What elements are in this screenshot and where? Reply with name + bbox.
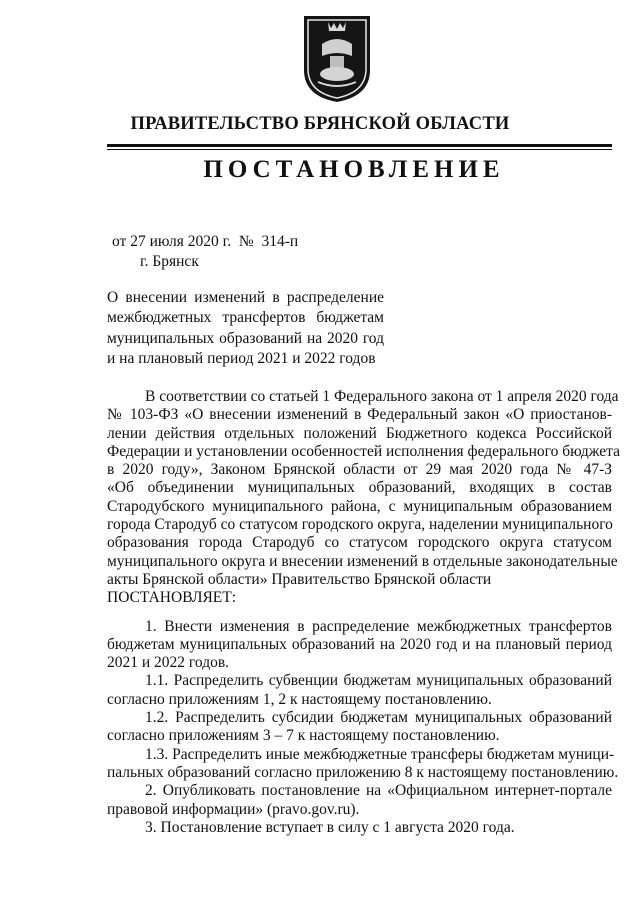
item-line: пальных образований согласно приложению 8 к настоящему постановлению. [107, 763, 619, 781]
preamble-line: акты Брянской области» Правительство Брянской области [107, 570, 492, 588]
preamble-line: «Об объединении муниципальных образований, входящих в состав [107, 479, 612, 497]
preamble-line: № 103-ФЗ «О внесении изменений в Федеральный закон «О приостанов- [107, 406, 612, 424]
item-1-2 [107, 709, 612, 746]
preamble-line: В соответствии со статьей 1 Федерального закона от 1 апреля 2020 года [145, 388, 619, 405]
preamble [107, 388, 621, 608]
item-line: 1. Внести изменения в распределение межбюджетных трансфертов [145, 617, 612, 635]
document-body [107, 388, 621, 837]
item-line: согласно приложениям 1, 2 к настоящему постановлению. [107, 690, 492, 708]
subject-line: и на плановый период 2021 и 2022 годов [107, 349, 376, 367]
header-divider-thin [107, 149, 612, 150]
item-line: 2. Опубликовать постановление на «Официальном интернет-портале [145, 782, 612, 800]
item-line: бюджетам муниципальных образований на 2020 год и на плановый период [107, 635, 612, 653]
subject-line: О внесении изменений в распределение [107, 289, 384, 306]
preamble-line: Стародубского муниципального района, с муниципальным образованием [107, 497, 612, 515]
preamble-line: Федерации и установлении особенностей исполнения федерального бюджета [107, 442, 621, 460]
item-line: согласно приложениям 3 – 7 к настоящему постановлению. [107, 727, 500, 745]
preamble-line: города Стародуб со статусом городского округа, наделении муниципального [107, 516, 613, 534]
preamble-line: муниципального округа и внесении изменений в отдельные законодательные [107, 552, 618, 570]
item-1-1 [107, 672, 612, 709]
item-1 [107, 618, 612, 673]
preamble-line: в 2020 году», Законом Брянской области от 29 мая 2020 года № 47-З [107, 461, 612, 479]
resolves-label: ПОСТАНОВЛЯЕТ: [107, 589, 237, 607]
preamble-line: лении действия отдельных положений Бюджетного кодекса Российской [107, 424, 612, 442]
item-line: 3. Постановление вступает в силу с 1 августа 2020 года. [145, 818, 515, 836]
item-3 [107, 819, 612, 837]
government-name: ПРАВИТЕЛЬСТВО БРЯНСКОЙ ОБЛАСТИ [130, 114, 510, 134]
item-line: правовой информации» (pravo.gov.ru). [107, 800, 360, 818]
item-1-3 [107, 745, 619, 783]
item-line: 1.2. Распределить субсидии бюджетам муниципальных образований [145, 709, 612, 727]
header-divider [107, 144, 612, 147]
item-2 [107, 782, 612, 819]
document-date-number: от 27 июля 2020 г. № 314-п [112, 233, 299, 250]
preamble-line: образования города Стародуб со статусом городского округа статусом [107, 534, 612, 552]
item-line: 1.1. Распределить субвенции бюджетам муниципальных образований [145, 672, 612, 690]
document-type: ПОСТАНОВЛЕНИЕ [203, 156, 505, 183]
subject-line: межбюджетных трансфертов бюджетам [107, 309, 384, 327]
coat-of-arms-icon [300, 12, 374, 104]
document-city: г. Брянск [140, 253, 199, 270]
item-line: 2021 и 2022 годов. [107, 654, 230, 672]
document-subject [107, 288, 384, 369]
item-line: 1.3. Распределить иные межбюджетные трансферы бюджетам муници- [145, 745, 615, 763]
subject-line: муниципальных образований на 2020 год [107, 329, 384, 347]
